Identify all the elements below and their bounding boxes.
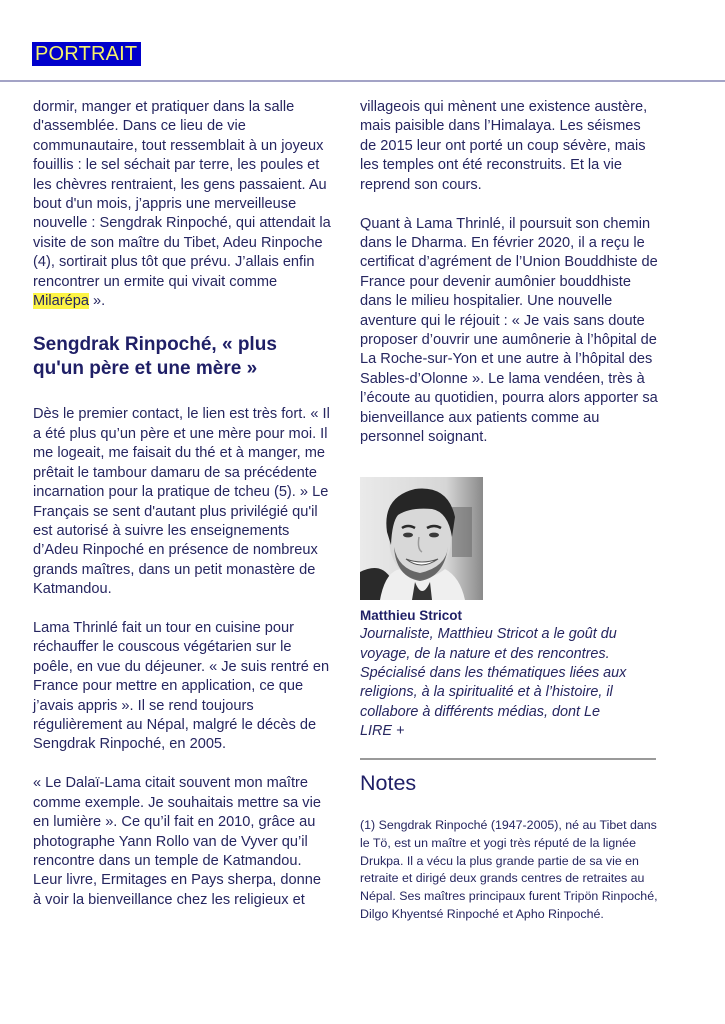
paragraph-text-end: ». — [88, 293, 106, 310]
article-paragraph: « Le Dalaï-Lama citait souvent mon maître comme exemple. Je souhaitais mettre sa vie en lumière ». Ce qu’il fait en 2010, grâce au photographe Yann Rollo van de Vyver qu’il rencontre dans un temple de Katmandou. Leur livre, Ermitages en Pays sherpa, donne à voir la bienveillance chez les religieux et — [33, 775, 321, 908]
header-divider — [0, 80, 725, 82]
read-more-link[interactable]: LIRE + — [360, 722, 405, 739]
article-paragraph: villageois qui mènent une existence austère, mais paisible dans l’Himalaya. Les séismes de 2015 leur ont porté un coup sévère, mais les temples ont été reconstruits. Et la vie reprend son cours. — [360, 99, 648, 193]
author-name: Matthieu Stricot — [360, 608, 463, 624]
author-portrait-illustration — [360, 477, 483, 600]
notes-heading: Notes — [360, 771, 417, 796]
section-subheading: Sengdrak Rinpoché, « plus qu'un père et une mère » — [33, 334, 277, 380]
author-bio-text: Journaliste, Matthieu Stricot a le goût du voyage, de la nature et des rencontres. Spécialisé dans les thématiques liées aux religions, à la spiritualité et à l’histoire, il collabore à différents médias, dont Le — [360, 626, 627, 720]
paragraph-text: dormir, manger et pratiquer dans la salle d'assemblée. Dans ce lieu de vie communautaire, tout ressemblait à un joyeux fouillis : le sel séchait par terre, les poules et les chèvres rentraient, les gens passaient. Au bout d'un mois, j’appris une merveilleuse nouvelle : Sengdrak Rinpoché, qui attendait la visite de son maître du Tibet, Adeu Rinpoche (4), sortirait plus tôt que prévu. J’allais enfin rencontrer un ermite qui vivait comme — [33, 99, 331, 290]
article-paragraph: Lama Thrinlé fait un tour en cuisine pour réchauffer le couscous végétarien sur le poêle, en vue du déjeuner. « Je suis rentré en France pour mettre en application, ce que j’avais appris ». Il se rend toujours régulièrement au Népal, malgré le décès de Sengdrak Rinpoché, en 2005. — [33, 620, 330, 753]
milarepa-link[interactable]: Milarépa — [33, 293, 89, 310]
author-bio — [360, 625, 660, 741]
section-label-portrait: PORTRAIT — [32, 42, 141, 66]
footnote-item: (1) Sengdrak Rinpoché (1947-2005), né au Tibet dans le Tö, est un maître et yogi très réputé de la lignée Drukpa. Il a vécu la plus grande partie de sa vie en retraite et dirigé deux grands centres de retraites au Népal. Ses maîtres principaux furent Tripön Rinpoché, Dilgo Khyentsé Rinpoché et Apho Rinpoché. — [360, 818, 658, 921]
article-column-right — [360, 98, 660, 923]
article-paragraph — [33, 98, 333, 311]
article-column-left — [33, 98, 333, 930]
notes-divider — [360, 758, 656, 760]
article-paragraph: Quant à Lama Thrinlé, il poursuit son chemin dans le Dharma. En février 2020, il a reçu le certificat d’agrément de l’Union Bouddhiste de France pour devenir aumônier bouddhiste dans le milieu hospitalier. Une nouvelle aventure qui le réjouit : « Je vais sans doute proposer d’ouvrir une aumônerie à l’hôpital de La Roche-sur-Yon et une autre à l’hôpital des Sables-d’Olonne ». Le lama vendéen, très à l’écoute au quotidien, pourra alors apporter sa bienveillance aux patients comme au personnel soignant. — [360, 215, 658, 445]
author-photo — [360, 477, 483, 600]
article-paragraph: Dès le premier contact, le lien est très fort. « Il a été plus qu’un père et une mère pour moi. Il me logeait, me faisait du thé et à manger, me prêtait le tambour damaru de sa précédente incarnation pour la pratique de tcheu (5). » Le Français se sent d'autant plus privilégié qu'il est autorisé à suivre les enseignements d’Adeu Rinpoché en présence de nombreux grands maîtres, dans un petit monastère de Katmandou. — [33, 406, 330, 598]
